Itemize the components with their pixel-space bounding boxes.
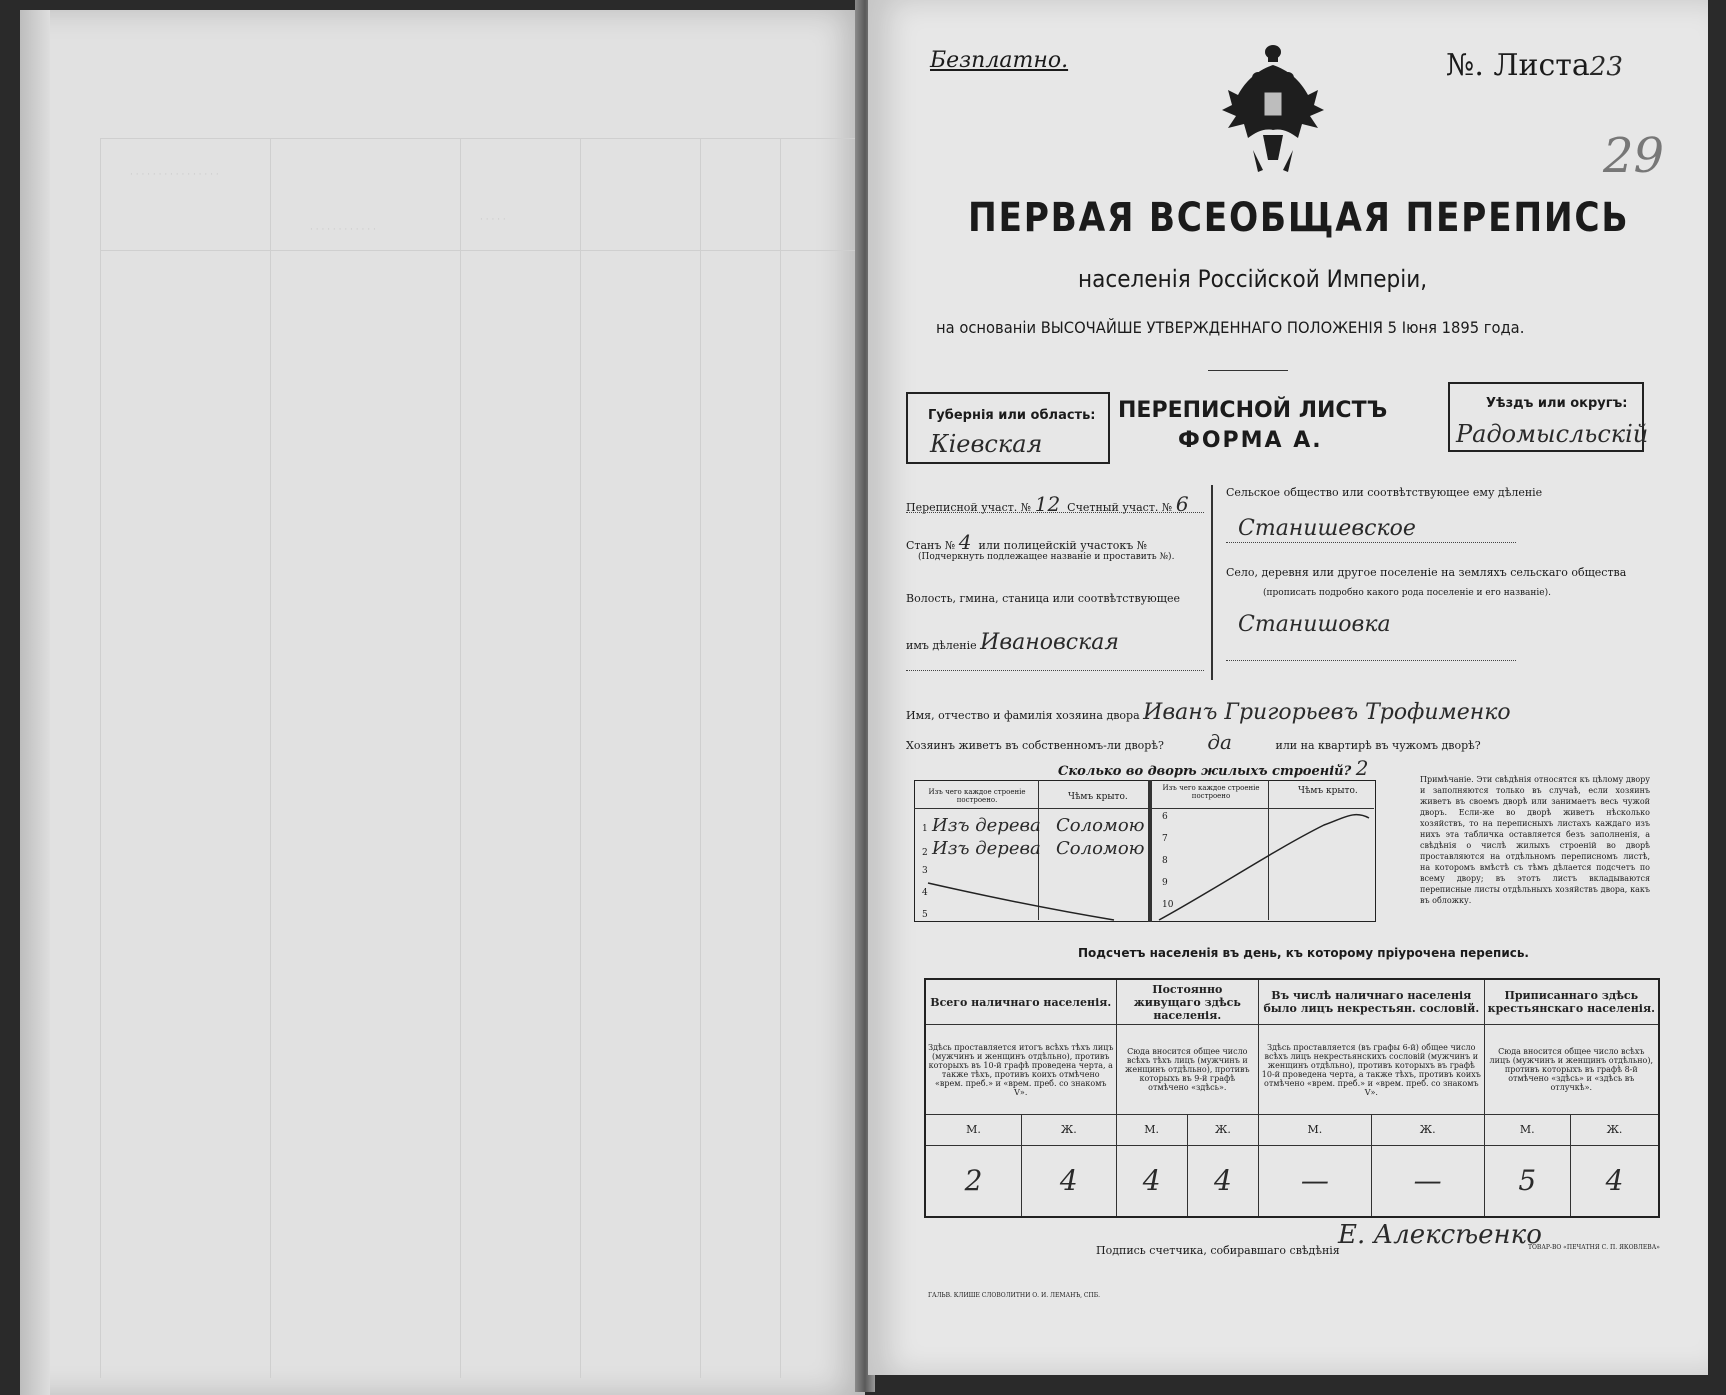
sheet-label: №. Листа — [1446, 48, 1590, 83]
gubernia-label: Губернія или область: — [928, 408, 1096, 423]
society-value: Станишевское — [1238, 516, 1416, 541]
buildings-value: 2 — [1355, 756, 1369, 780]
imperial-eagle-emblem — [1218, 40, 1328, 180]
signature-label: Подпись счетчика, собиравшаго свѣдѣнія — [1096, 1244, 1340, 1257]
form-main-title: ПЕРВАЯ ВСЕОБЩАЯ ПЕРЕПИСЬ — [968, 195, 1630, 241]
buildings-col-roof: Чѣмъ крыто. — [1068, 792, 1128, 802]
owner-value: Иванъ Григорьевъ Трофименко — [1143, 700, 1511, 725]
form-subtitle: населенія Россійской Имперіи, — [1078, 265, 1428, 293]
permanent-male-value: 4 — [1116, 1145, 1187, 1217]
census-form-page — [868, 0, 1708, 1375]
signature-value: Е. Алексѣенко — [1338, 1220, 1542, 1250]
underline-note: (Подчеркнуть подлежащее названіе и проставить №). — [918, 552, 1175, 562]
census-sheet-title: ПЕРЕПИСНОЙ ЛИСТЪ — [1118, 398, 1388, 423]
peasant-male-value: 5 — [1484, 1145, 1570, 1217]
count-header-nonpeasant: Въ числѣ наличнаго населенія было лицъ некрестьян. сословій. — [1259, 979, 1485, 1025]
building-row-number: 6 — [1162, 812, 1168, 822]
building-row-number: 10 — [1162, 900, 1174, 910]
census-district-field: Переписной участ. № 12 Счетный участ. № 6 — [906, 492, 1189, 516]
col-male: М. — [1259, 1115, 1372, 1146]
count-district-value: 6 — [1175, 492, 1189, 516]
building-row-number: 4 — [922, 888, 928, 898]
building-row-number: 1 — [922, 824, 928, 834]
count-header-peasant: Приписаннаго здѣсь крестьянскаго населенія. — [1484, 979, 1659, 1025]
col-female: Ж. — [1371, 1115, 1484, 1146]
building-roof: Соломою — [1056, 838, 1145, 859]
volost-value: Ивановская — [980, 630, 1119, 655]
society-label: Сельское общество или соотвѣтствующее ему дѣленіе — [1226, 486, 1543, 499]
free-label: Безплатно. — [930, 48, 1069, 73]
buildings-field: Сколько во дворѣ жилыхъ строеній? 2 — [1058, 756, 1369, 780]
col-male: М. — [1484, 1115, 1570, 1146]
total-female-value: 4 — [1022, 1145, 1116, 1217]
building-row-number: 5 — [922, 910, 928, 920]
page-edge — [20, 10, 50, 1395]
building-material: Изъ дерева — [932, 815, 1041, 836]
col-male: М. — [925, 1115, 1022, 1146]
building-row-number: 3 — [922, 866, 928, 876]
count-desc-peasant: Сюда вносится общее число всѣхъ лицъ (мужчинъ и женщинъ отдѣльно), противъ которыхъ въ графѣ 8-й отмѣчено «здѣсь» и «здѣсь въ отлучкѣ». — [1484, 1025, 1659, 1115]
col-female: Ж. — [1571, 1115, 1659, 1146]
count-desc-permanent: Сюда вносится общее число всѣхъ тѣхъ лицъ (мужчинъ и женщинъ отдѣльно), противъ которыхъ въ 9-й графѣ отмѣчено «здѣсь». — [1116, 1025, 1259, 1115]
stan-value: 4 — [958, 530, 972, 554]
census-form-code: ФОРМА А. — [1178, 428, 1323, 453]
population-count-table — [924, 978, 1660, 1218]
strike-through-line — [914, 780, 1374, 922]
permanent-female-value: 4 — [1187, 1145, 1258, 1217]
census-district-value: 12 — [1034, 492, 1061, 516]
nonpeasant-male-value: — — [1259, 1145, 1372, 1217]
buildings-col-material-2: Изъ чего каждое строеніе построено — [1162, 784, 1260, 800]
own-yard-field: Хозяинъ живетъ въ собственномъ-ли дворѣ? да или на квартирѣ въ чужомъ дворѣ? — [906, 730, 1481, 754]
building-row-number: 8 — [1162, 856, 1168, 866]
count-desc-nonpeasant: Здѣсь проставляется (въ графы 6-й) общее число всѣхъ лицъ некрестьянскихъ сословій (мужчинъ и женщинъ отдѣльно), противъ которыхъ въ графѣ 10-й проведена черта, а также тѣхъ, противъ коихъ отмѣчено «врем. преб.» и «врем. преб. со знакомъ V». — [1259, 1025, 1485, 1115]
building-row-number: 9 — [1162, 878, 1168, 888]
uezd-value: Радомысльскій — [1456, 420, 1649, 448]
col-female: Ж. — [1187, 1115, 1258, 1146]
nonpeasant-female-value: — — [1371, 1145, 1484, 1217]
count-desc-total: Здѣсь проставляется итогъ всѣхъ тѣхъ лицъ (мужчинъ и женщинъ отдѣльно), противъ которыхъ въ 10-й графѣ проведена черта, а также тѣхъ, противъ коихъ отмѣчено «врем. преб.» и «врем. преб. со знакомъ V». — [925, 1025, 1116, 1115]
gubernia-value: Кіевская — [930, 430, 1043, 458]
total-male-value: 2 — [925, 1145, 1022, 1217]
form-basis-line: на основаніи ВЫСОЧАЙШЕ УТВЕРЖДЕННАГО ПОЛОЖЕНІЯ 5 Іюня 1895 года. — [936, 318, 1525, 337]
village-note: (прописать подробно какого рода поселеніе и его названіе). — [1263, 588, 1551, 598]
peasant-female-value: 4 — [1571, 1145, 1659, 1217]
note-text: Примѣчаніе. Эти свѣдѣнія относятся къ цѣлому двору и заполняются только въ случаѣ, если хозяинъ живетъ въ своемъ дворѣ или занимаетъ весь чужой дворъ. Если-же во дворѣ живетъ нѣсколько хозяйствъ, то на переписныхъ листахъ каждаго изъ нихъ эта табличка оставляется безъ заполненія, а свѣдѣнія о числѣ жилыхъ строеній во дворѣ проставляются на отдѣльномъ переписномъ листѣ, на которомъ вмѣстѣ съ тѣмъ дѣлается подсчетъ по всему двору; въ этотъ листъ вкладываются переписные листы отдѣльныхъ хозяйствъ двора, какъ въ обложку. — [1420, 775, 1650, 905]
uezd-label: Уѣздъ или округъ: — [1486, 396, 1628, 411]
building-row-number: 7 — [1162, 834, 1168, 844]
buildings-col-roof-2: Чѣмъ крыто. — [1298, 786, 1358, 796]
own-yard-value: да — [1207, 730, 1232, 754]
printer-left: ГАЛЬВ. КЛИШЕ СЛОВОЛИТНИ О. И. ЛЕМАНЪ, СПБ. — [928, 1292, 1101, 1299]
count-header-total: Всего наличнаго населенія. — [925, 979, 1116, 1025]
count-header-permanent: Постоянно живущаго здѣсь населенія. — [1116, 979, 1259, 1025]
building-material: Изъ дерева — [932, 838, 1041, 859]
volost-label: Волость, гмина, станица или соотвѣтствующее — [906, 592, 1180, 605]
count-title: Подсчетъ населенія въ день, къ которому пріурочена перепись. — [1078, 946, 1529, 960]
village-value: Станишовка — [1238, 612, 1391, 637]
sheet-number: 23 — [1589, 52, 1623, 82]
building-roof: Соломою — [1056, 815, 1145, 836]
village-label: Село, деревня или другое поселеніе на земляхъ сельскаго общества — [1226, 566, 1627, 579]
buildings-col-material: Изъ чего каждое строеніе построено. — [928, 788, 1026, 804]
left-page: · · · · · · · · · · · · · · · · · · · · · · · · · · · · · · · · · — [20, 10, 865, 1395]
sheet-number-label — [1446, 48, 1623, 83]
corner-sheet-number: 29 — [1603, 128, 1665, 184]
owner-field: Имя, отчество и фамилія хозяина двора Иванъ Григорьевъ Трофименко — [906, 700, 1511, 725]
printer-right: ТОВАР-ВО «ПЕЧАТНЯ С. П. ЯКОВЛЕВА» — [1528, 1244, 1660, 1251]
col-male: М. — [1116, 1115, 1187, 1146]
col-female: Ж. — [1022, 1115, 1116, 1146]
stan-field: Станъ № 4 или полицейскій участокъ № — [906, 530, 1148, 554]
volost-field: имъ дѣленіе Ивановская — [906, 630, 1119, 655]
building-row-number: 2 — [922, 848, 928, 858]
